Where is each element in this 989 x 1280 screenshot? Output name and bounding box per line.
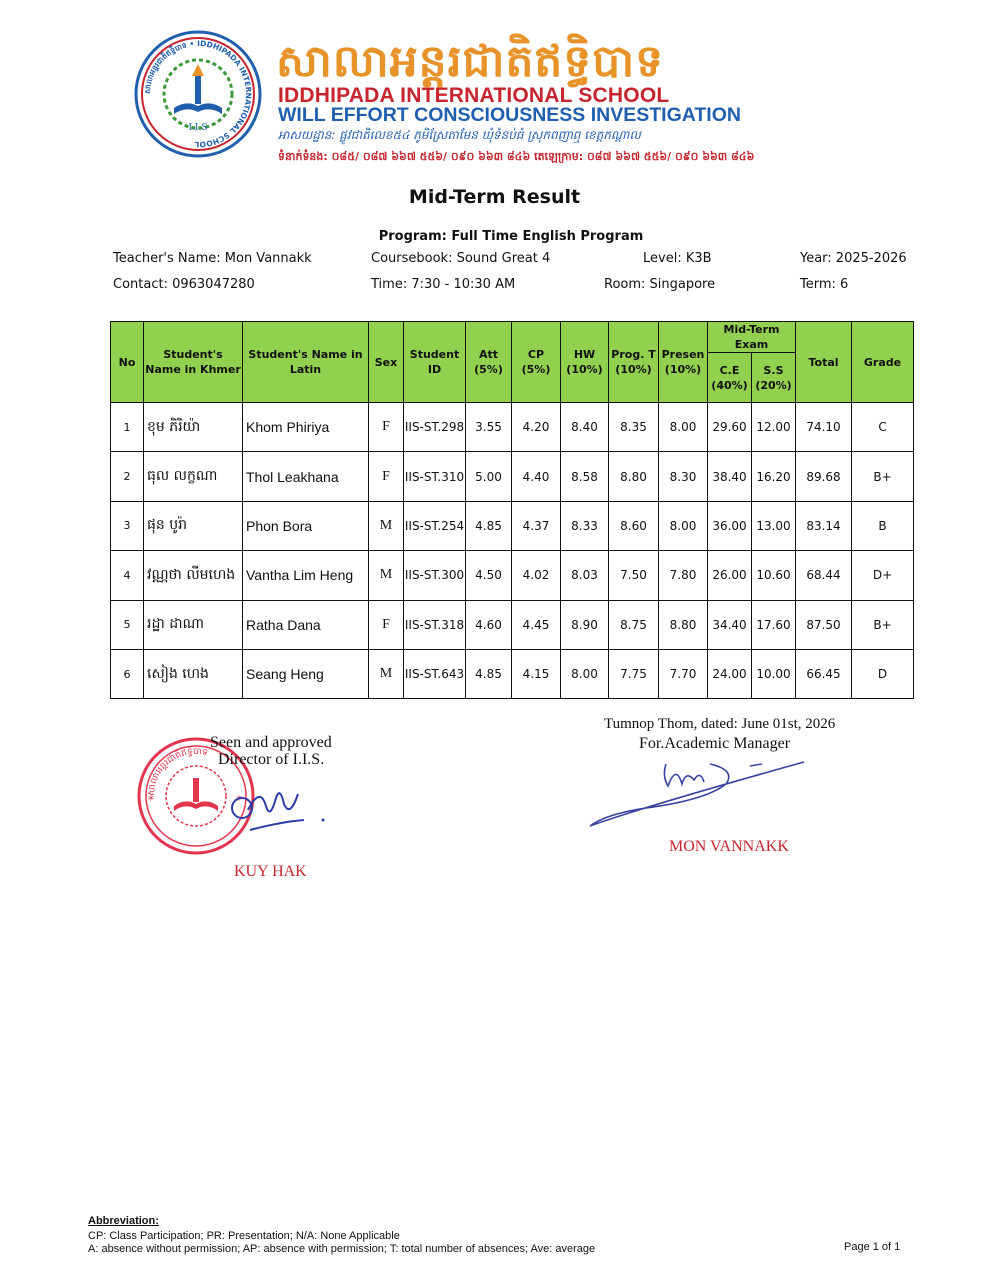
svg-text:*: *	[148, 793, 154, 807]
class-time: Time: 7:30 - 10:30 AM	[371, 277, 516, 292]
table-row	[111, 649, 914, 698]
room: Room: Singapore	[604, 277, 716, 292]
svg-text:សាលាអន្តរជាតិឥទ្ធិបាទ	[147, 745, 209, 796]
cell-sex: M	[369, 501, 404, 550]
cell-ss: 16.20	[752, 452, 796, 501]
cell-name-khmer: ធុល លក្ខណា	[144, 452, 243, 501]
results-table	[110, 321, 914, 699]
header-hw: HW (10%)	[561, 322, 609, 403]
table-row	[111, 403, 914, 452]
cell-ce: 24.00	[708, 649, 752, 698]
cell-grade: D	[852, 649, 914, 698]
cell-total: 66.45	[796, 649, 852, 698]
cell-no: 1	[111, 403, 144, 452]
cell-name-latin: Khom Phiriya	[243, 403, 369, 452]
cell-name-khmer: ផុន បូរ៉ា	[144, 501, 243, 550]
cell-cp: 4.15	[512, 649, 561, 698]
cell-grade: B+	[852, 600, 914, 649]
cell-sex: M	[369, 551, 404, 600]
cell-cp: 4.40	[512, 452, 561, 501]
contact: Contact: 0963047280	[113, 277, 255, 292]
cell-ss: 13.00	[752, 501, 796, 550]
cell-name-latin: Seang Heng	[243, 649, 369, 698]
cell-presen: 8.00	[659, 501, 708, 550]
school-name-english: IDDHIPADA INTERNATIONAL SCHOOL	[278, 84, 670, 107]
cell-cp: 4.20	[512, 403, 561, 452]
cell-att: 4.50	[466, 551, 512, 600]
header-name-latin: Student's Name in Latin	[243, 322, 369, 403]
table-row	[111, 501, 914, 550]
header-ss: S.S (20%)	[752, 353, 796, 403]
page-number: Page 1 of 1	[844, 1241, 901, 1253]
cell-student-id: IIS-ST.318	[404, 600, 466, 649]
level: Level: K3B	[643, 251, 712, 266]
cell-name-khmer: វណ្ណថា លីមហេង	[144, 551, 243, 600]
cell-ss: 10.00	[752, 649, 796, 698]
cell-ce: 29.60	[708, 403, 752, 452]
school-address: អាសយដ្ឋាន: ផ្លូវជាតិលេខ៥៤ ភូមិស្រែតាមែន ឃុំទំនប់ធំ ស្រុកពញាឮ ខេត្តកណ្ដាល	[278, 128, 641, 142]
header-total: Total	[796, 322, 852, 403]
cell-cp: 4.45	[512, 600, 561, 649]
cell-student-id: IIS-ST.300	[404, 551, 466, 600]
cell-no: 3	[111, 501, 144, 550]
header-cp: CP (5%)	[512, 322, 561, 403]
cell-total: 74.10	[796, 403, 852, 452]
header-ce: C.E (40%)	[708, 353, 752, 403]
header-student-id: Student ID	[404, 322, 466, 403]
header-att: Att (5%)	[466, 322, 512, 403]
cell-sex: F	[369, 403, 404, 452]
cell-ss: 12.00	[752, 403, 796, 452]
cell-hw: 8.03	[561, 551, 609, 600]
cell-presen: 8.80	[659, 600, 708, 649]
school-logo	[134, 30, 262, 158]
cell-hw: 8.00	[561, 649, 609, 698]
cell-hw: 8.90	[561, 600, 609, 649]
cell-cp: 4.37	[512, 501, 561, 550]
table-row	[111, 551, 914, 600]
table-row	[111, 452, 914, 501]
manager-signature	[586, 756, 810, 832]
header-no: No	[111, 322, 144, 403]
cell-sex: F	[369, 452, 404, 501]
header-presen: Presen (10%)	[659, 322, 708, 403]
cell-presen: 8.00	[659, 403, 708, 452]
cell-name-latin: Thol Leakhana	[243, 452, 369, 501]
cell-sex: F	[369, 600, 404, 649]
header-name-khmer: Student's Name in Khmer	[144, 322, 243, 403]
cell-ce: 26.00	[708, 551, 752, 600]
logo-ring-text: សាលាអន្តរជាតិឥទ្ធិបាទ • IDDHIPADA INTERNATIONAL SCHOOL	[142, 38, 254, 150]
cell-prog: 8.60	[609, 501, 659, 550]
program-name: Program: Full Time English Program	[378, 229, 644, 244]
cell-name-latin: Ratha Dana	[243, 600, 369, 649]
cell-student-id: IIS-ST.298	[404, 403, 466, 452]
cell-name-khmer: ខុម ភិរិយ៉ា	[144, 403, 243, 452]
cell-prog: 7.75	[609, 649, 659, 698]
cell-att: 4.60	[466, 600, 512, 649]
cell-grade: D+	[852, 551, 914, 600]
cell-name-latin: Vantha Lim Heng	[243, 551, 369, 600]
cell-no: 6	[111, 649, 144, 698]
page-title: Mid-Term Result	[408, 186, 581, 208]
cell-ce: 34.40	[708, 600, 752, 649]
cell-total: 68.44	[796, 551, 852, 600]
cell-prog: 8.75	[609, 600, 659, 649]
cell-student-id: IIS-ST.643	[404, 649, 466, 698]
cell-hw: 8.33	[561, 501, 609, 550]
cell-grade: C	[852, 403, 914, 452]
cell-prog: 8.35	[609, 403, 659, 452]
cell-total: 87.50	[796, 600, 852, 649]
cell-no: 4	[111, 551, 144, 600]
cell-ss: 17.60	[752, 600, 796, 649]
logo-initials: I.I.S	[188, 123, 208, 133]
cell-hw: 8.58	[561, 452, 609, 501]
cell-ce: 38.40	[708, 452, 752, 501]
school-name-khmer: សាលាអន្តរជាតិឥទ្ធិបាទ	[276, 36, 665, 87]
cell-att: 4.85	[466, 649, 512, 698]
cell-presen: 7.70	[659, 649, 708, 698]
cell-student-id: IIS-ST.254	[404, 501, 466, 550]
abbreviation-line-2: A: absence without permission; AP: absence with permission; T: total number of absences; Ave: average	[88, 1243, 596, 1255]
cell-ce: 36.00	[708, 501, 752, 550]
cell-no: 2	[111, 452, 144, 501]
cell-presen: 8.30	[659, 452, 708, 501]
cell-no: 5	[111, 600, 144, 649]
year: Year: 2025-2026	[800, 251, 907, 266]
signature-date: Tumnop Thom, dated: June 01st, 2026	[604, 716, 836, 732]
school-phones: ទំនាក់ទំនង: ០៨៥/ ០៨៧ ៦៦៧ ៥៥៦/ ០៩០ ៦៦៣ ៨៤៦ តេឡេក្រាម: ០៨៧ ៦៦៧ ៥៥៦/ ០៩០ ៦៦៣ ៨៤៦	[278, 150, 755, 163]
teacher-name: Teacher's Name: Mon Vannakk	[113, 251, 312, 266]
abbreviation-line-1: CP: Class Participation; PR: Presentation; N/A: None Applicable	[88, 1230, 400, 1242]
term: Term: 6	[800, 277, 849, 292]
cell-att: 4.85	[466, 501, 512, 550]
cell-name-latin: Phon Bora	[243, 501, 369, 550]
manager-name: MON VANNAKK	[669, 838, 789, 855]
header-prog: Prog. T (10%)	[609, 322, 659, 403]
cell-grade: B	[852, 501, 914, 550]
approval-line-1: Seen and approved	[210, 734, 332, 751]
cell-total: 83.14	[796, 501, 852, 550]
cell-sex: M	[369, 649, 404, 698]
header-sex: Sex	[369, 322, 404, 403]
stamp-ring-text: សាលាអន្តរជាតិឥទ្ធិបាទ	[146, 746, 209, 797]
cell-cp: 4.02	[512, 551, 561, 600]
cell-student-id: IIS-ST.310	[404, 452, 466, 501]
cell-grade: B+	[852, 452, 914, 501]
table-row	[111, 600, 914, 649]
cell-hw: 8.40	[561, 403, 609, 452]
cell-ss: 10.60	[752, 551, 796, 600]
header-grade: Grade	[852, 322, 914, 403]
header-midterm: Mid-Term Exam	[708, 322, 796, 353]
coursebook: Coursebook: Sound Great 4	[371, 251, 551, 266]
cell-att: 3.55	[466, 403, 512, 452]
abbreviation-title: Abbreviation:	[88, 1215, 159, 1227]
approval-line-2: Director of I.I.S.	[218, 751, 325, 768]
cell-total: 89.68	[796, 452, 852, 501]
cell-att: 5.00	[466, 452, 512, 501]
cell-presen: 7.80	[659, 551, 708, 600]
cell-name-khmer: សៀង ហេង	[144, 649, 243, 698]
cell-prog: 7.50	[609, 551, 659, 600]
manager-title: For.Academic Manager	[639, 735, 791, 752]
cell-name-khmer: រដ្ឋា ដាណា	[144, 600, 243, 649]
svg-text:*: *	[236, 793, 242, 807]
cell-prog: 8.80	[609, 452, 659, 501]
school-motto: WILL EFFORT CONSCIOUSNESS INVESTIGATION	[278, 104, 741, 126]
director-signature	[220, 776, 340, 836]
director-name: KUY HAK	[234, 863, 307, 880]
